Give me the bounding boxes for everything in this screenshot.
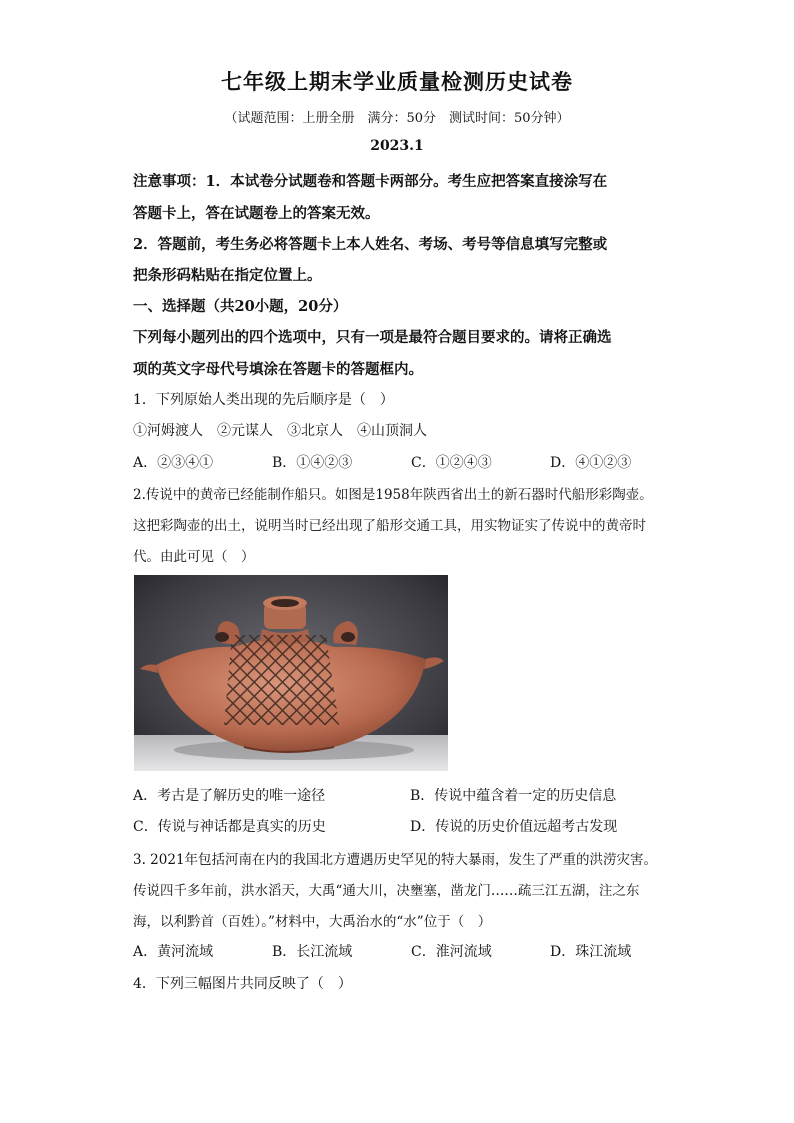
q2-stem-1: 2.传说中的黄帝已经能制作船只。如图是1958年陕西省出土的新石器时代船形彩陶壶。: [133, 487, 653, 503]
q3-stem-3: 海，以利黔首（百姓）。”材料中，大禹治水的“水”位于（ ）: [133, 914, 492, 930]
q2-option-c[interactable]: C．传说与神话都是真实的历史: [133, 819, 326, 835]
q1-option-a[interactable]: A．②③④①: [133, 455, 214, 471]
section-instruction-1: 下列每小题列出的四个选项中，只有一项是最符合题目要求的。请将正确选: [133, 329, 612, 346]
q1-option-d[interactable]: D．④①②③: [550, 455, 632, 471]
q1-options: [133, 452, 693, 472]
q2-options-row-1: [133, 785, 693, 805]
section-heading: 一、选择题（共20小题，20分）: [133, 298, 348, 315]
q3-stem-2: 传说四千多年前，洪水滔天，大禹“通大川，决壅塞，凿龙门……疏三江五湖，注之东: [133, 883, 640, 899]
q4-stem: 4．下列三幅图片共同反映了（ ）: [133, 976, 352, 992]
q3-option-b[interactable]: B．长江流域: [272, 944, 353, 960]
painted-pottery-boat-pot-photo: [134, 575, 448, 771]
q1-option-b[interactable]: B．①④②③: [272, 455, 353, 471]
notes-line-3: 2．答题前，考生务必将答题卡上本人姓名、考场、考号等信息填写完整或: [133, 236, 608, 253]
notes-line-4: 把条形码粘贴在指定位置上。: [133, 267, 322, 284]
exam-subtitle: （试题范围：上册全册 满分：50分 测试时间：50分钟）: [224, 111, 570, 126]
q3-options: [133, 941, 693, 961]
q3-option-d[interactable]: D．珠江流域: [550, 944, 632, 960]
q2-option-d[interactable]: D．传说的历史价值远超考古发现: [410, 819, 618, 835]
q3-stem-1: 3. 2021年包括河南在内的我国北方遭遇历史罕见的特大暴雨，发生了严重的洪涝灾害。: [133, 852, 658, 868]
q2-stem-2: 这把彩陶壶的出土，说明当时已经出现了船形交通工具，用实物证实了传说中的黄帝时: [133, 518, 646, 534]
notes-line-1: 注意事项：1．本试卷分试题卷和答题卡两部分。考生应把答案直接涂写在: [133, 173, 608, 190]
q2-option-b[interactable]: B．传说中蕴含着一定的历史信息: [410, 788, 617, 804]
q2-stem-3: 代。由此可见（ ）: [133, 549, 255, 565]
q1-stem: 1．下列原始人类出现的先后顺序是（ ）: [133, 392, 394, 408]
q3-option-a[interactable]: A．黄河流域: [133, 944, 214, 960]
q1-option-c[interactable]: C．①②④③: [411, 455, 492, 471]
notes-line-2: 答题卡上，答在试题卷上的答案无效。: [133, 205, 380, 222]
pottery-illustration: [134, 575, 448, 771]
q1-items: ①河姆渡人 ②元谋人 ③北京人 ④山顶洞人: [133, 423, 427, 439]
q2-options-row-2: [133, 816, 693, 836]
q2-option-a[interactable]: A．考古是了解历史的唯一途径: [133, 788, 326, 804]
exam-title: 七年级上期末学业质量检测历史试卷: [221, 69, 573, 94]
exam-date: 2023.1: [370, 138, 424, 154]
section-instruction-2: 项的英文字母代号填涂在答题卡的答题框内。: [133, 361, 423, 378]
q3-option-c[interactable]: C．淮河流域: [411, 944, 492, 960]
